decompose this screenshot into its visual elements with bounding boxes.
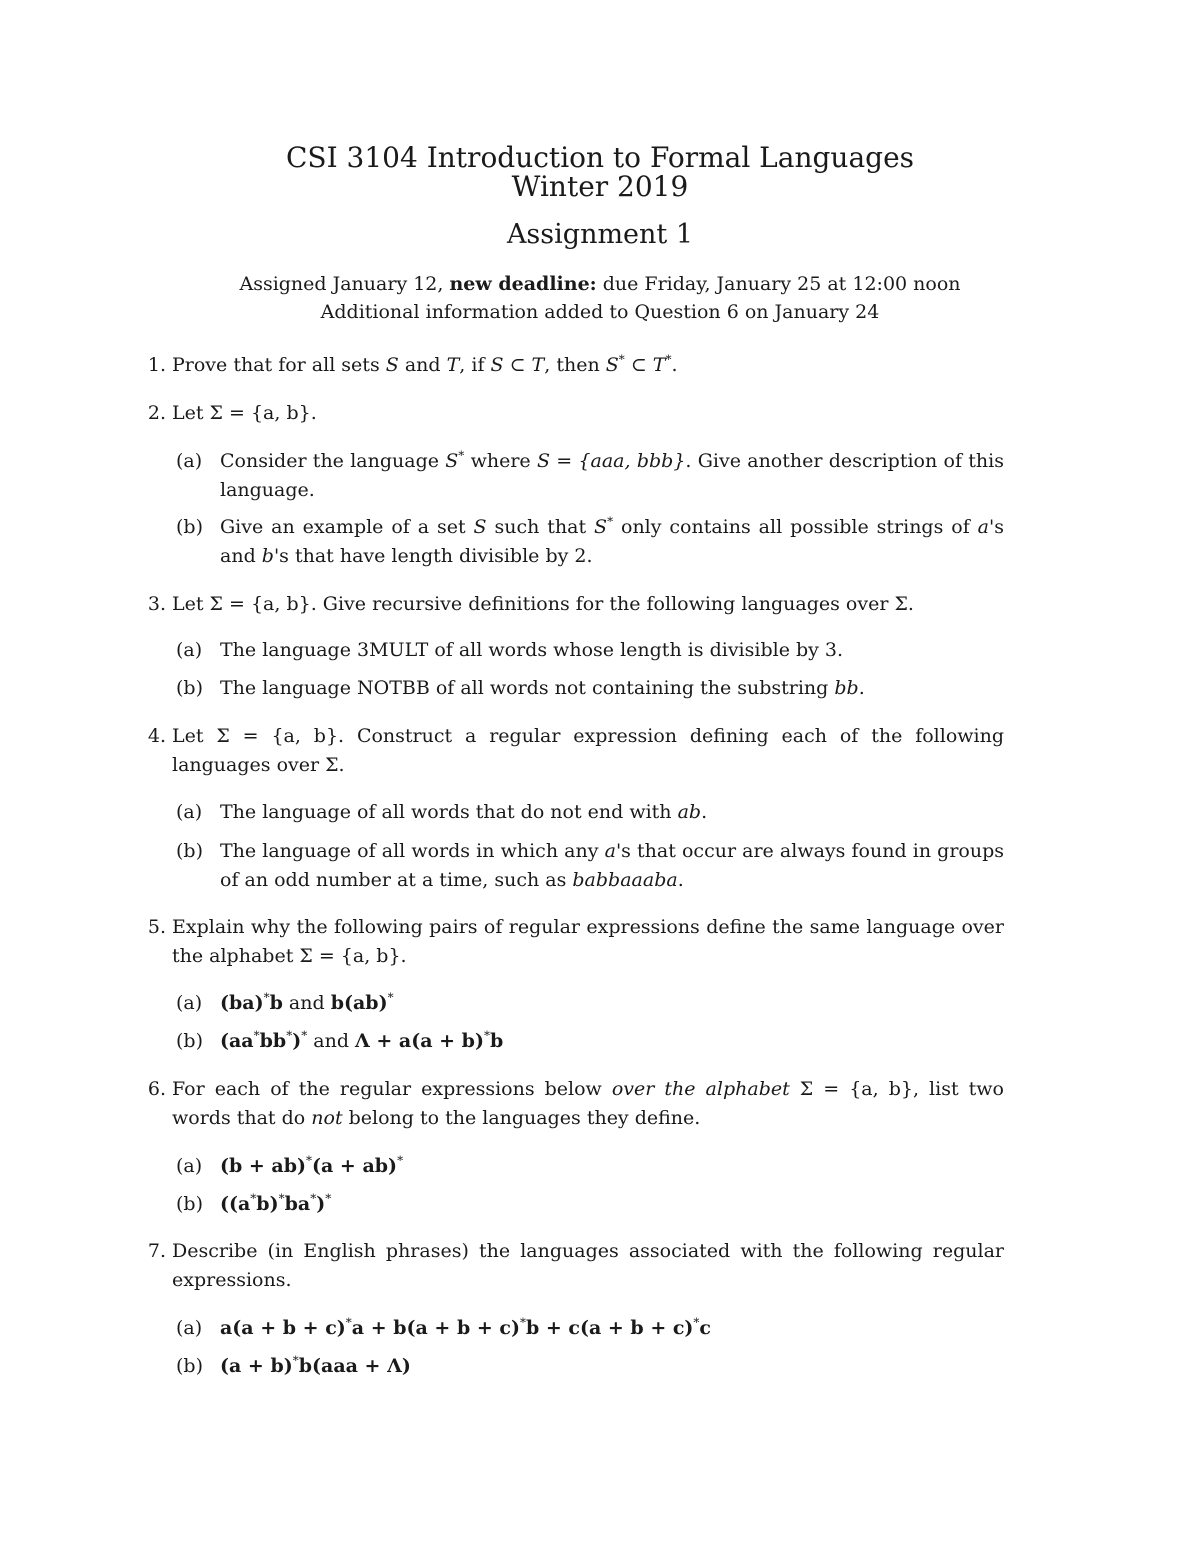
question-7 [140,1237,1004,1294]
q7b-expr-1: (a + b) [220,1355,293,1377]
q2b-and: 's and [220,516,1004,567]
subquestion-label: (b) [176,1030,203,1052]
q2a-rest: . Give another description of this language. [220,450,1004,501]
subquestion-label: (a) [176,1155,203,1177]
q5b-expr-2b: b [489,1030,504,1052]
subquestion-label: (a) [176,992,203,1014]
q2b-lang: S [594,516,608,538]
q7a-expr-4: c [699,1317,711,1339]
question-number: 1. [147,354,166,376]
q6-text-2: Σ = {a, b}, list two words that do [172,1078,1004,1129]
q5b-expr-1b: bb [259,1030,287,1052]
q1-then: , then [544,354,600,376]
q3b-word: bb [834,677,859,699]
q7-text: Describe (in English phrases) the languages associated with the following regular expressions. [172,1240,1004,1291]
q1-relation: S ⊂ T [490,354,545,376]
q1-text: Prove that for all sets [172,354,380,376]
question-3a [176,636,1004,665]
question-3b [176,674,1004,703]
q6b-expr-1: ((a [220,1193,251,1215]
due-date: due Friday, January 25 at 12:00 noon [602,273,961,295]
question-number: 2. [147,402,166,424]
subquestion-label: (b) [176,677,203,699]
q2a-where: where [470,450,531,472]
q2b-such: such that [494,516,587,538]
new-deadline-label: new deadline: [449,273,597,295]
q5b-and: and [313,1030,349,1052]
q5a-expr-2: b(ab) [330,992,388,1014]
q4-text: . Construct a regular expression defining each of the following languages over Σ. [172,725,1004,776]
question-1: 1. Prove that for all sets S and T, if S ⊂ T, then S* ⊂ T*. [140,351,1004,380]
subquestion-label: (b) [176,1355,203,1377]
q2b-b: b [261,544,274,567]
q2b-rest: 's that have length divisible by 2. [273,544,593,567]
q1-and: and [404,354,441,376]
question-2a: (a) Consider the language S* where S = {aaa, bbb}. Give another description of this language. [176,448,1004,501]
q5b-expr-2: Λ + a(a + b) [355,1030,484,1052]
q1-subset-t: ⊂ T [630,354,666,376]
q3b-text: The language NOTBB of all words not containing the substring [220,677,829,699]
question-2 [140,399,1004,428]
q5b-expr-1: (aa [220,1030,254,1052]
subquestion-label: (b) [176,1193,203,1215]
question-number: 6. [147,1078,166,1100]
q1-s-star: S [605,354,619,376]
q3-text: . Give recursive definitions for the following languages over Σ. [310,593,914,615]
q6b-expr-3: ba [284,1193,311,1215]
subquestion-label: (a) [176,639,203,661]
q2a-set: S = {aaa, bbb} [536,450,686,472]
question-6 [140,1075,1004,1132]
q4b-word: babbaaaba [572,868,678,891]
q7b-expr-2: b(aaa + Λ) [298,1355,411,1377]
q6a-expr-1: (b + ab) [220,1155,307,1177]
q4b-end: . [677,868,684,891]
q7a-expr-2: a + b(a + b + c) [351,1317,520,1339]
q4a-text: The language of all words that do not end with [220,801,672,823]
question-4b [176,837,1004,894]
question-number: 4. [147,725,166,747]
q1-var-s: S [385,354,399,376]
assigned-date: Assigned January 12, [239,273,444,295]
q6a-expr-2: (a + ab) [312,1155,398,1177]
q4b-rest: 's that occur are always found in groups of an odd number at a time, such as [220,840,1005,891]
question-5b: (b) (aa*bb*)* and Λ + a(a + b)*b [176,1027,1004,1056]
course-title: CSI 3104 Introduction to Formal Languages [285,141,915,174]
q2a-lang: S [445,450,459,472]
question-7b: (b) (a + b)*b(aaa + Λ) [176,1352,1004,1381]
question-number: 3. [147,593,166,615]
deadline-line [0,270,1200,298]
q1-if: , if [459,354,485,376]
q5a-expr-1b: b [269,992,283,1014]
q2-text: Let Σ = {a, b}. [172,402,317,424]
subquestion-label: (b) [176,516,203,538]
q2b-contains: only contains all possible strings of [621,516,970,538]
q5a-expr-1: (ba) [220,992,264,1014]
subquestion-label: (a) [176,450,203,472]
q2a-text: Consider the language [220,450,439,472]
q4-let: Let Σ = {a, b} [172,725,339,747]
question-6a: (a) (b + ab)*(a + ab)* [176,1152,1004,1181]
q5a-and: and [288,992,325,1014]
q2b-a: a [977,516,989,538]
q4b-a: a [604,840,616,862]
question-6b: (b) ((a*b)*ba*)* [176,1190,1004,1219]
question-number: 5. [147,916,166,938]
question-2b: (b) Give an example of a set S such that S* only contains all possible strings of a's and b's that have length divisible by 2. [176,514,1004,567]
q6b-expr-4: ) [316,1193,326,1215]
q5-text: Explain why the following pairs of regular expressions define the same language over the alphabet Σ = {a, b}. [172,916,1004,967]
q6b-expr-2: b) [256,1193,279,1215]
q7a-expr-3: b + c(a + b + c) [525,1317,694,1339]
question-4a [176,798,1004,827]
subquestion-label: (a) [176,801,203,823]
q4b-text: The language of all words in which any [220,840,599,862]
q2b-set: S [473,516,487,538]
subquestion-label: (a) [176,1317,203,1339]
q3a-text: The language 3MULT of all words whose length is divisible by 3. [220,639,844,661]
q1-var-t: T [446,354,460,376]
question-4 [140,722,1004,779]
question-5 [140,913,1004,970]
q1-end: . [671,354,678,376]
question-3 [140,590,1004,619]
term: Winter 2019 [511,170,689,203]
question-5a: (a) (ba)*b and b(ab)* [176,989,1004,1018]
q6-not: not [311,1106,343,1129]
q4a-word: ab [677,801,702,823]
assignment-title: Assignment 1 [506,219,694,250]
q3-let: Let Σ = {a, b} [172,593,311,615]
q7a-expr-1: a(a + b + c) [220,1317,346,1339]
q5b-expr-1c: ) [292,1030,302,1052]
q3b-end: . [858,677,865,699]
question-7a: (a) a(a + b + c)*a + b(a + b + c)*b + c(a + b + c)*c [176,1314,1004,1343]
subquestion-label: (b) [176,840,203,862]
q2b-text: Give an example of a set [220,516,466,538]
question-number: 7. [147,1240,166,1262]
additional-info: Additional information added to Question 6 on January 24 [320,301,880,323]
q6-text-3: belong to the languages they define. [348,1106,701,1129]
q4a-end: . [701,801,708,823]
q6-alphabet: over the alphabet [611,1078,790,1100]
q6-text: For each of the regular expressions below [172,1078,602,1100]
